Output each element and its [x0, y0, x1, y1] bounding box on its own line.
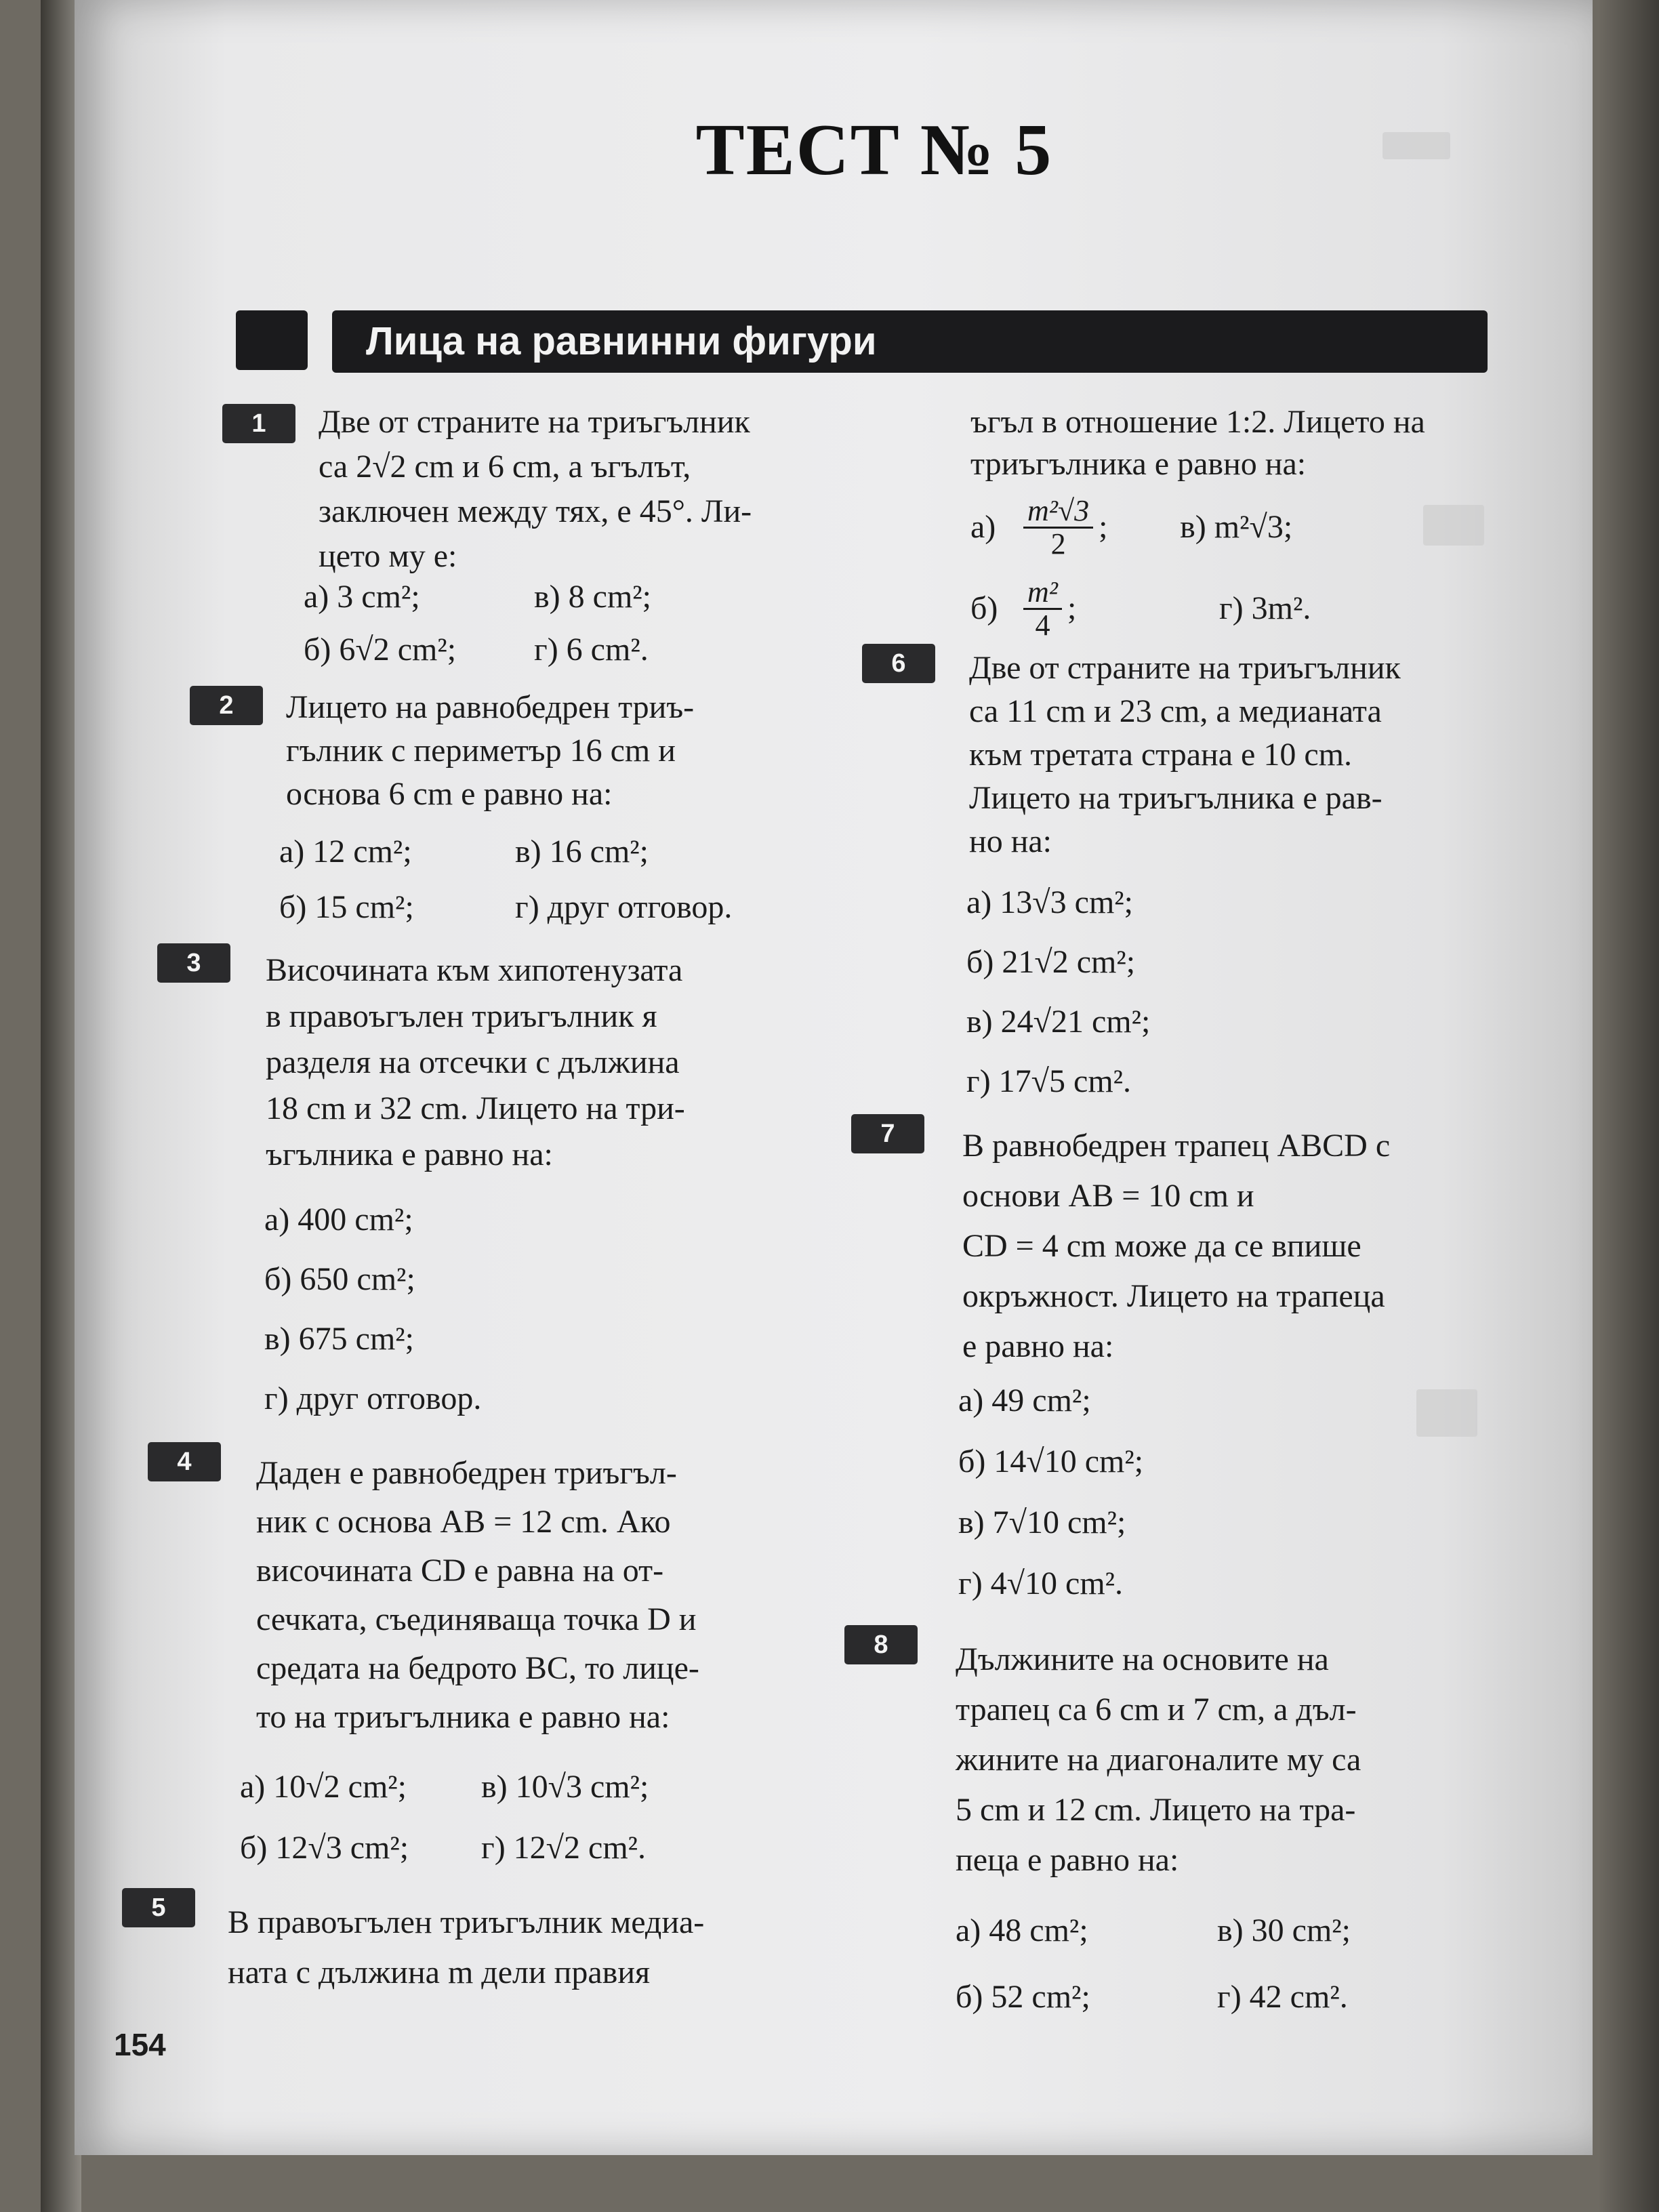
question-text-line: пеца е равно на:: [956, 1842, 1179, 1878]
question-number-badge: 7: [851, 1114, 924, 1153]
answer-option[interactable]: г) 3m².: [1218, 590, 1311, 626]
question-text-line: триъгълника е равно на:: [970, 446, 1307, 482]
answer-option[interactable]: а) 400 cm²;: [264, 1202, 413, 1237]
question-2: [286, 686, 842, 816]
answer-option[interactable]: г) 12√2 cm².: [481, 1830, 647, 1866]
question-text-line: Две от страните на триъгълник: [969, 650, 1401, 686]
question-text-line: са 2√2 cm и 6 cm, а ъгълът,: [319, 449, 691, 485]
fraction-numerator: m²√3: [1023, 495, 1093, 529]
question-text-line: в правоъгълен триъгълник я: [266, 998, 657, 1034]
question-7: [962, 1121, 1518, 1372]
answer-option[interactable]: а) 10√2 cm²;: [240, 1769, 407, 1805]
question-number-badge: 2: [190, 686, 263, 725]
answer-option[interactable]: б) 14√10 cm²;: [958, 1443, 1144, 1479]
answer-option[interactable]: а) 49 cm²;: [958, 1382, 1091, 1418]
question-text-line: към третата страна е 10 cm.: [969, 737, 1352, 773]
question-text-line: е равно на:: [962, 1328, 1114, 1364]
answer-option[interactable]: б) 21√2 cm²;: [966, 944, 1136, 980]
answer-option[interactable]: г) 4√10 cm².: [958, 1565, 1124, 1601]
answer-options-q1: [304, 571, 846, 676]
question-text-line: средата на бедрото BC, то лице-: [256, 1650, 699, 1686]
question-text-line: основи AB = 10 cm и: [962, 1178, 1254, 1214]
answer-options-q8: [956, 1898, 1511, 2030]
question-5-continued: [970, 401, 1499, 485]
answer-option[interactable]: б) 6√2 cm²;: [304, 632, 457, 668]
question-text-line: Две от страните на триъгълник: [319, 404, 750, 440]
question-number-badge: 5: [122, 1888, 195, 1927]
question-text-line: Дължините на основите на: [956, 1641, 1329, 1677]
question-text-line: 5 cm и 12 cm. Лицето на тра-: [956, 1792, 1356, 1828]
question-text-line: цето му е:: [319, 538, 457, 574]
question-text-line: то на триъгълника е равно на:: [256, 1699, 670, 1735]
answer-option[interactable]: г) 6 cm².: [534, 632, 649, 668]
fraction-denominator: 2: [1050, 527, 1066, 560]
question-number-badge: 3: [157, 943, 230, 983]
question-text-line: Даден е равнобедрен триъгъл-: [256, 1455, 677, 1491]
answer-option-label[interactable]: а): [970, 509, 996, 545]
answer-option[interactable]: а) 12 cm²;: [279, 834, 412, 869]
answer-option[interactable]: а) 48 cm²;: [956, 1912, 1088, 1948]
question-text-line: 18 cm и 32 cm. Лицето на три-: [266, 1090, 685, 1126]
answer-option[interactable]: в) 16 cm²;: [515, 834, 649, 869]
question-text-line: но на:: [969, 823, 1052, 859]
question-number-badge: 6: [862, 644, 935, 683]
answer-option[interactable]: в) 8 cm²;: [534, 579, 652, 615]
question-8: [956, 1635, 1511, 1885]
answer-options-q5: [970, 487, 1499, 649]
answer-option[interactable]: б) 650 cm²;: [264, 1261, 415, 1297]
fraction-denominator: 4: [1035, 608, 1050, 642]
answer-option[interactable]: б) 12√3 cm²;: [240, 1830, 409, 1866]
question-text-line: трапец са 6 cm и 7 cm, а дъл-: [956, 1692, 1357, 1727]
answer-option-tail: ;: [1067, 590, 1077, 626]
question-text-line: основа 6 cm е равно на:: [286, 776, 613, 812]
question-text-line: сечката, съединяваща точка D и: [256, 1601, 697, 1637]
question-6: [969, 647, 1511, 863]
answer-options-q4: [240, 1757, 836, 1879]
answer-option[interactable]: г) друг отговор.: [264, 1380, 482, 1416]
answer-option[interactable]: г) 17√5 cm².: [966, 1063, 1132, 1099]
answer-options-q3: [264, 1190, 806, 1429]
question-text-line: окръжност. Лицето на трапеца: [962, 1278, 1385, 1314]
question-number-badge: 4: [148, 1442, 221, 1481]
question-text-line: Височината към хипотенузата: [266, 952, 683, 988]
answer-options-q2: [279, 824, 848, 935]
answer-option-tail: ;: [1099, 509, 1108, 545]
question-text-line: разделя на отсечки с дължина: [266, 1044, 680, 1080]
question-text-line: В правоъгълен триъгълник медиа-: [228, 1904, 705, 1940]
answer-options-q6: [966, 873, 1509, 1111]
section-title: Лица на равнинни фигури: [366, 319, 877, 363]
question-text-line: CD = 4 cm може да се впише: [962, 1228, 1361, 1264]
question-number-badge: 1: [222, 404, 295, 443]
question-5: [228, 1898, 824, 1998]
question-text-line: В равнобедрен трапец ABCD с: [962, 1128, 1391, 1164]
fraction-numerator: m²: [1023, 577, 1062, 610]
question-text-line: ъгъл в отношение 1:2. Лицето на: [970, 404, 1425, 440]
answer-option[interactable]: в) 675 cm²;: [264, 1321, 415, 1357]
answer-option[interactable]: г) 42 cm².: [1217, 1979, 1348, 2015]
fraction: [1023, 495, 1093, 560]
question-4: [256, 1449, 825, 1742]
question-text-line: жините на диагоналите му са: [956, 1742, 1361, 1778]
answer-option[interactable]: а) 13√3 cm²;: [966, 884, 1133, 920]
answer-option-label[interactable]: б): [970, 590, 998, 626]
question-text-line: Лицето на триъгълника е рав-: [969, 780, 1382, 816]
answer-options-q7: [958, 1370, 1500, 1614]
answer-option[interactable]: а) 3 cm²;: [304, 579, 420, 615]
page-shadow: [1598, 0, 1659, 2212]
question-text-line: гълник с периметър 16 cm и: [286, 733, 676, 769]
answer-option[interactable]: б) 52 cm²;: [956, 1979, 1090, 2015]
test-title: ТЕСТ № 5: [695, 110, 1053, 190]
answer-option[interactable]: г) друг отговор.: [515, 889, 733, 925]
answer-option[interactable]: в) m²√3;: [1180, 509, 1293, 545]
question-text-line: ник с основа AB = 12 cm. Ако: [256, 1504, 671, 1540]
ink-smudge-top-right: [1382, 132, 1450, 159]
question-text-line: Лицето на равнобедрен триъ-: [286, 689, 695, 725]
answer-option[interactable]: в) 7√10 cm²;: [958, 1504, 1126, 1540]
question-text-line: са 11 cm и 23 cm, а медианата: [969, 693, 1382, 729]
fraction: [1023, 577, 1062, 641]
question-1: [319, 400, 847, 579]
question-text-line: ната с дължина m дели правия: [228, 1954, 651, 1990]
answer-option[interactable]: в) 24√21 cm²;: [966, 1004, 1151, 1040]
question-text-line: ъгълника е равно на:: [266, 1136, 553, 1172]
page-number: 154: [114, 2027, 166, 2062]
section-bar-left: [236, 310, 308, 370]
question-3: [266, 947, 835, 1178]
answer-option[interactable]: в) 30 cm²;: [1217, 1912, 1351, 1948]
question-text-line: височината CD е равна на от-: [256, 1553, 664, 1589]
question-text-line: заключен между тях, е 45°. Ли-: [319, 493, 752, 529]
answer-option[interactable]: в) 10√3 cm²;: [481, 1769, 649, 1805]
question-number-badge: 8: [844, 1625, 918, 1664]
answer-option[interactable]: б) 15 cm²;: [279, 889, 414, 925]
